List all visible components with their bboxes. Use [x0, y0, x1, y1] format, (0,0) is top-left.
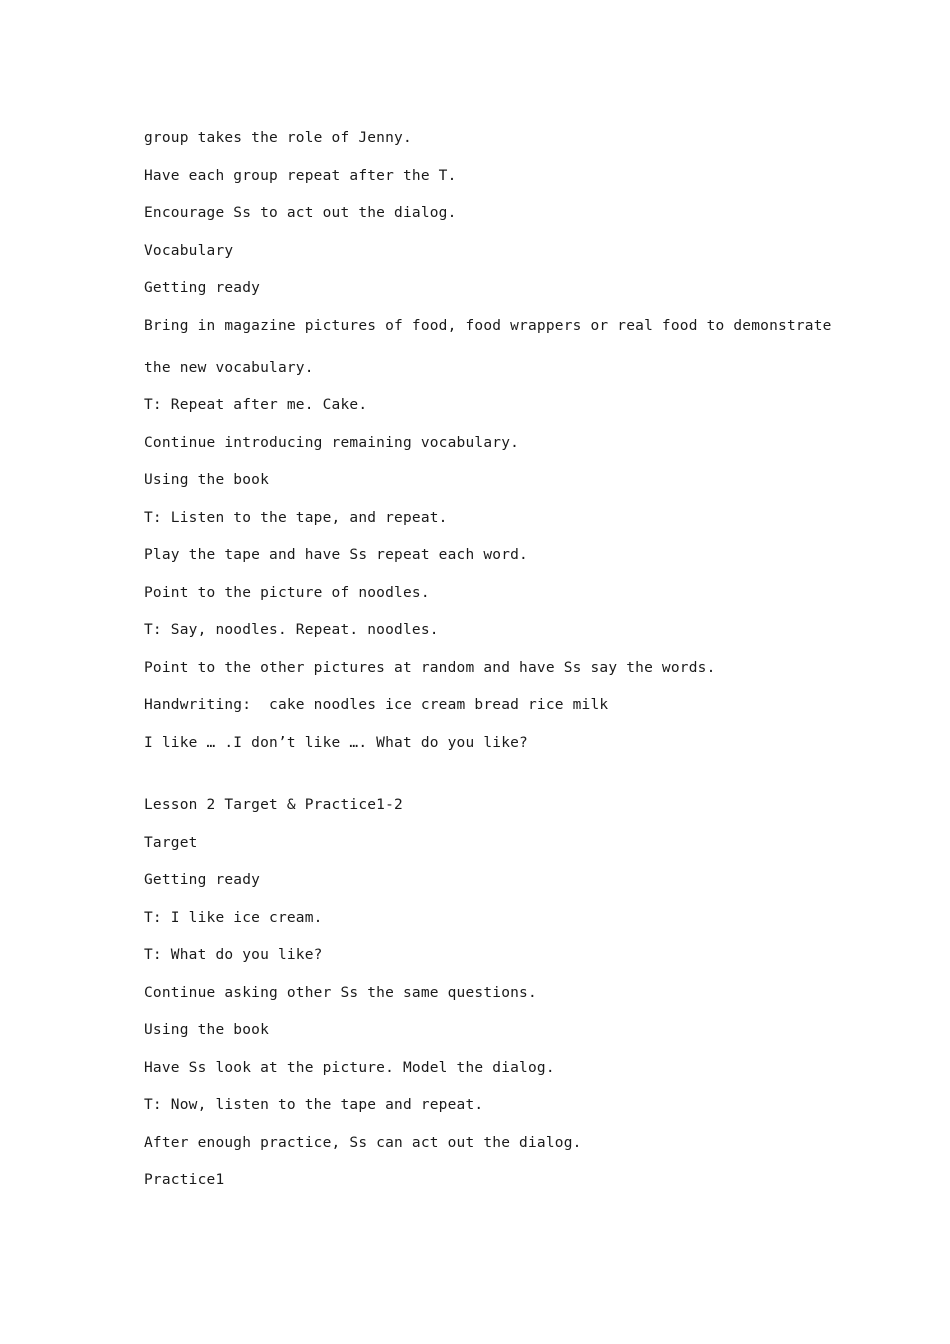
section-heading-vocabulary: Vocabulary	[144, 242, 234, 259]
subheading-getting-ready: Getting ready	[144, 280, 261, 296]
text-line: T: Now, listen to the tape and repeat.	[144, 1097, 484, 1113]
handwriting-line: Handwriting: cake noodles ice cream bread rice milk	[144, 697, 609, 713]
text-line: Encourage Ss to act out the dialog.	[144, 205, 457, 221]
text-line: Point to the picture of noodles.	[144, 584, 430, 601]
text-line: Continue asking other Ss the same questions.	[144, 984, 537, 1001]
sentence-pattern-line: I like … .I don’t like …. What do you like?	[144, 734, 528, 751]
text-line: Bring in magazine pictures of food, food wrappers or real food to demonstrate	[144, 317, 832, 334]
text-line: T: What do you like?	[144, 947, 323, 963]
subheading-getting-ready: Getting ready	[144, 872, 261, 888]
section-heading-target: Target	[144, 834, 198, 851]
text-line: T: Repeat after me. Cake.	[144, 397, 368, 413]
subheading-using-the-book: Using the book	[144, 472, 270, 488]
text-line: T: Say, noodles. Repeat. noodles.	[144, 622, 439, 638]
lesson-heading: Lesson 2 Target & Practice1-2	[144, 797, 403, 813]
text-line: group takes the role of Jenny.	[144, 130, 412, 146]
subheading-using-the-book: Using the book	[144, 1022, 270, 1038]
text-line: the new vocabulary.	[144, 359, 314, 376]
document-body	[144, 128, 844, 1208]
text-line: Have Ss look at the picture. Model the dialog.	[144, 1059, 555, 1076]
text-line: T: Listen to the tape, and repeat.	[144, 509, 448, 526]
text-line: After enough practice, Ss can act out the dialog.	[144, 1134, 582, 1151]
text-line: T: I like ice cream.	[144, 909, 323, 926]
text-line: Continue introducing remaining vocabulary.	[144, 434, 520, 451]
section-heading-practice1: Practice1	[144, 1172, 225, 1188]
text-line: Play the tape and have Ss repeat each word.	[144, 547, 528, 563]
text-line: Point to the other pictures at random and have Ss say the words.	[144, 659, 716, 676]
section-spacer	[144, 770, 844, 795]
text-line: Have each group repeat after the T.	[144, 167, 457, 184]
